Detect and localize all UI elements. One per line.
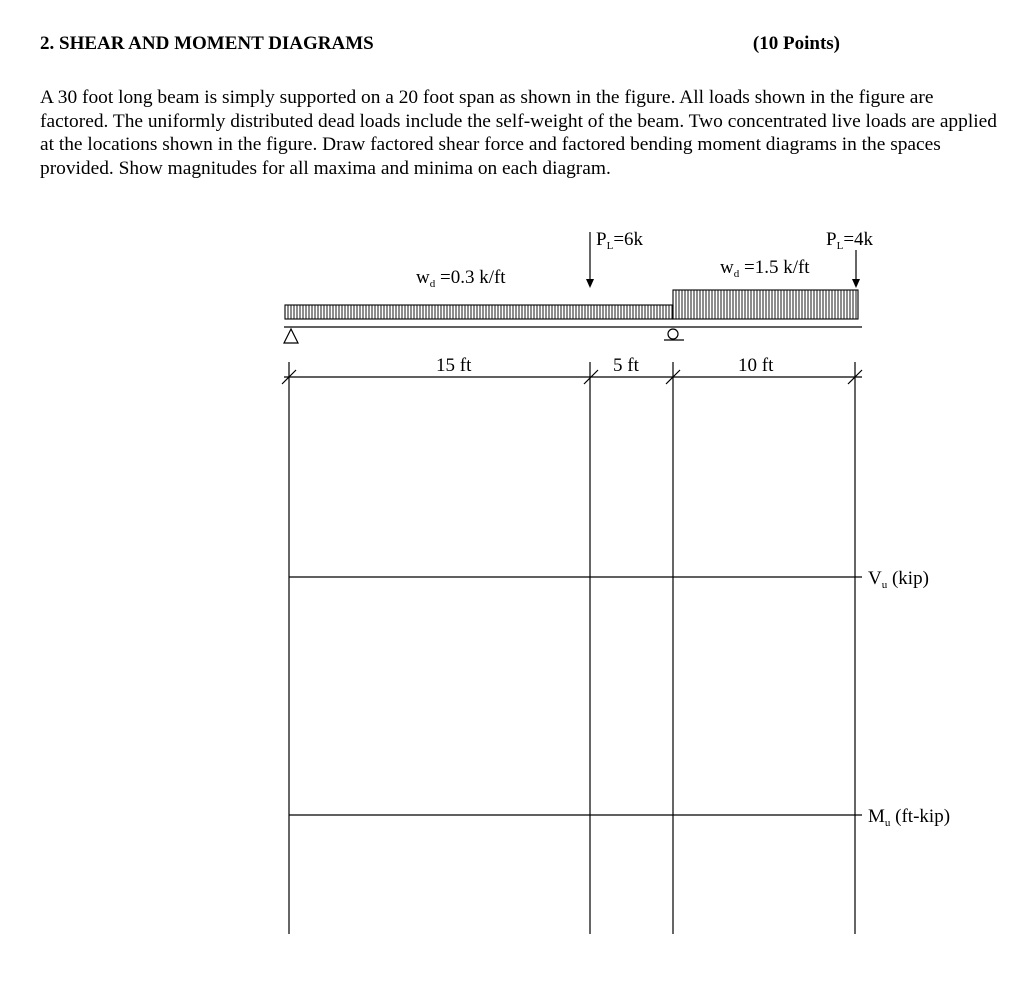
moment-axis-label: $M_u$ (ft-kip) bbox=[868, 806, 951, 829]
udl-left-hatching bbox=[288, 305, 672, 319]
udl-right-label: $w_d =1.5$ k/ft bbox=[720, 257, 810, 280]
load-arrow-p1-head bbox=[586, 279, 594, 288]
dim-label-15ft: 15 ft bbox=[436, 355, 472, 376]
roller-support bbox=[668, 329, 678, 339]
load-label-p2: $P_L=4k$ bbox=[826, 229, 874, 252]
load-arrow-p2-head bbox=[852, 279, 860, 288]
udl-left-label: $w_d =0.3$ k/ft bbox=[416, 267, 506, 290]
load-label-p1: $P_L=6k$ bbox=[596, 229, 644, 252]
problem-points: (10 Points) bbox=[752, 33, 840, 54]
shear-axis-label: $V_u$ (kip) bbox=[868, 568, 929, 591]
problem-title: 2. SHEAR AND MOMENT DIAGRAMS bbox=[40, 33, 374, 54]
dim-label-5ft: 5 ft bbox=[613, 355, 639, 376]
udl-right-hatching bbox=[676, 290, 856, 319]
dim-label-10ft: 10 ft bbox=[738, 355, 774, 376]
pin-support bbox=[284, 329, 298, 343]
problem-statement: A 30 foot long beam is simply supported on a 20 foot span as shown in the figure. All loads shown in the figure are factored. The uniformly distributed dead loads include the self-weight of the beam. Two concentrated live loads are applied at the locations shown in the figure. Draw factored shear force and factored bending moment diagrams in the spaces provided. Show magnitudes for all maxima and minima on each diagram. bbox=[40, 87, 997, 179]
udl-right-block bbox=[673, 290, 858, 319]
